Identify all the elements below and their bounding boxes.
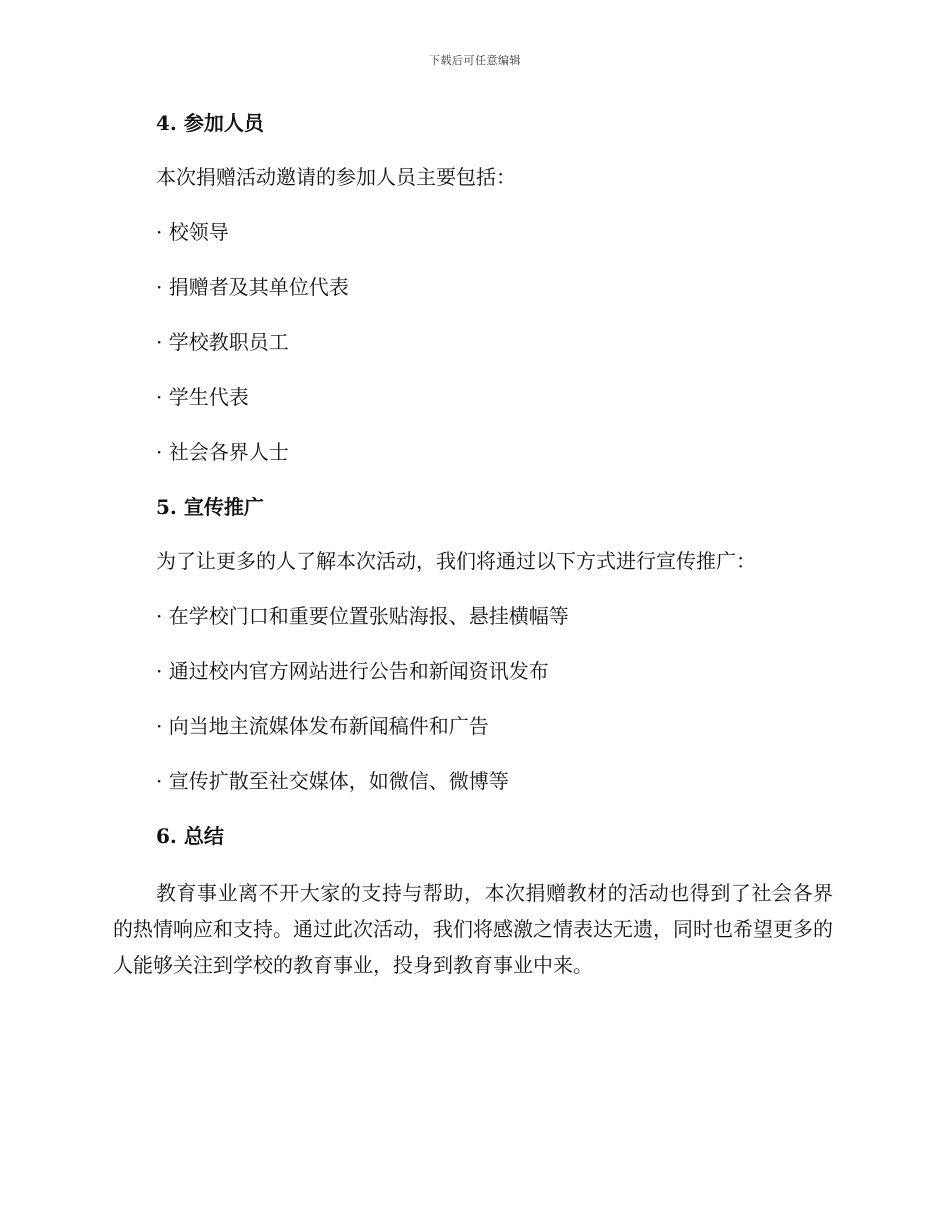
bullet-item: · 社会各界人士: [156, 440, 289, 464]
participants-intro: 本次捐赠活动邀请的参加人员主要包括：: [156, 165, 516, 189]
bullet-item: · 学生代表: [156, 385, 249, 409]
section-heading-summary: 6. 总结: [156, 824, 224, 848]
bullet-item: · 向当地主流媒体发布新闻稿件和广告: [156, 714, 489, 738]
bullet-item: · 校领导: [156, 220, 229, 244]
section-heading-promotion: 5. 宣传推广: [156, 495, 264, 519]
bullet-item: · 在学校门口和重要位置张贴海报、悬挂横幅等: [156, 604, 569, 628]
section-heading-participants: 4. 参加人员: [156, 111, 264, 135]
bullet-item: · 宣传扩散至社交媒体，如微信、微博等: [156, 769, 509, 793]
bullet-item: · 通过校内官方网站进行公告和新闻资讯发布: [156, 659, 549, 683]
bullet-item: · 捐赠者及其单位代表: [156, 275, 349, 299]
page-header: 下载后可任意编辑: [429, 54, 521, 67]
promotion-intro: 为了让更多的人了解本次活动，我们将通过以下方式进行宣传推广：: [156, 549, 756, 573]
document-body: [113, 108, 833, 983]
bullet-item: · 学校教职员工: [156, 330, 289, 354]
summary-paragraph: 教育事业离不开大家的支持与帮助，本次捐赠教材的活动也得到了社会各界的热情响应和支持。通过此次活动，我们将感激之情表达无遗，同时也希望更多的人能够关注到学校的教育事业，投身到教育事业中来。: [113, 881, 833, 977]
